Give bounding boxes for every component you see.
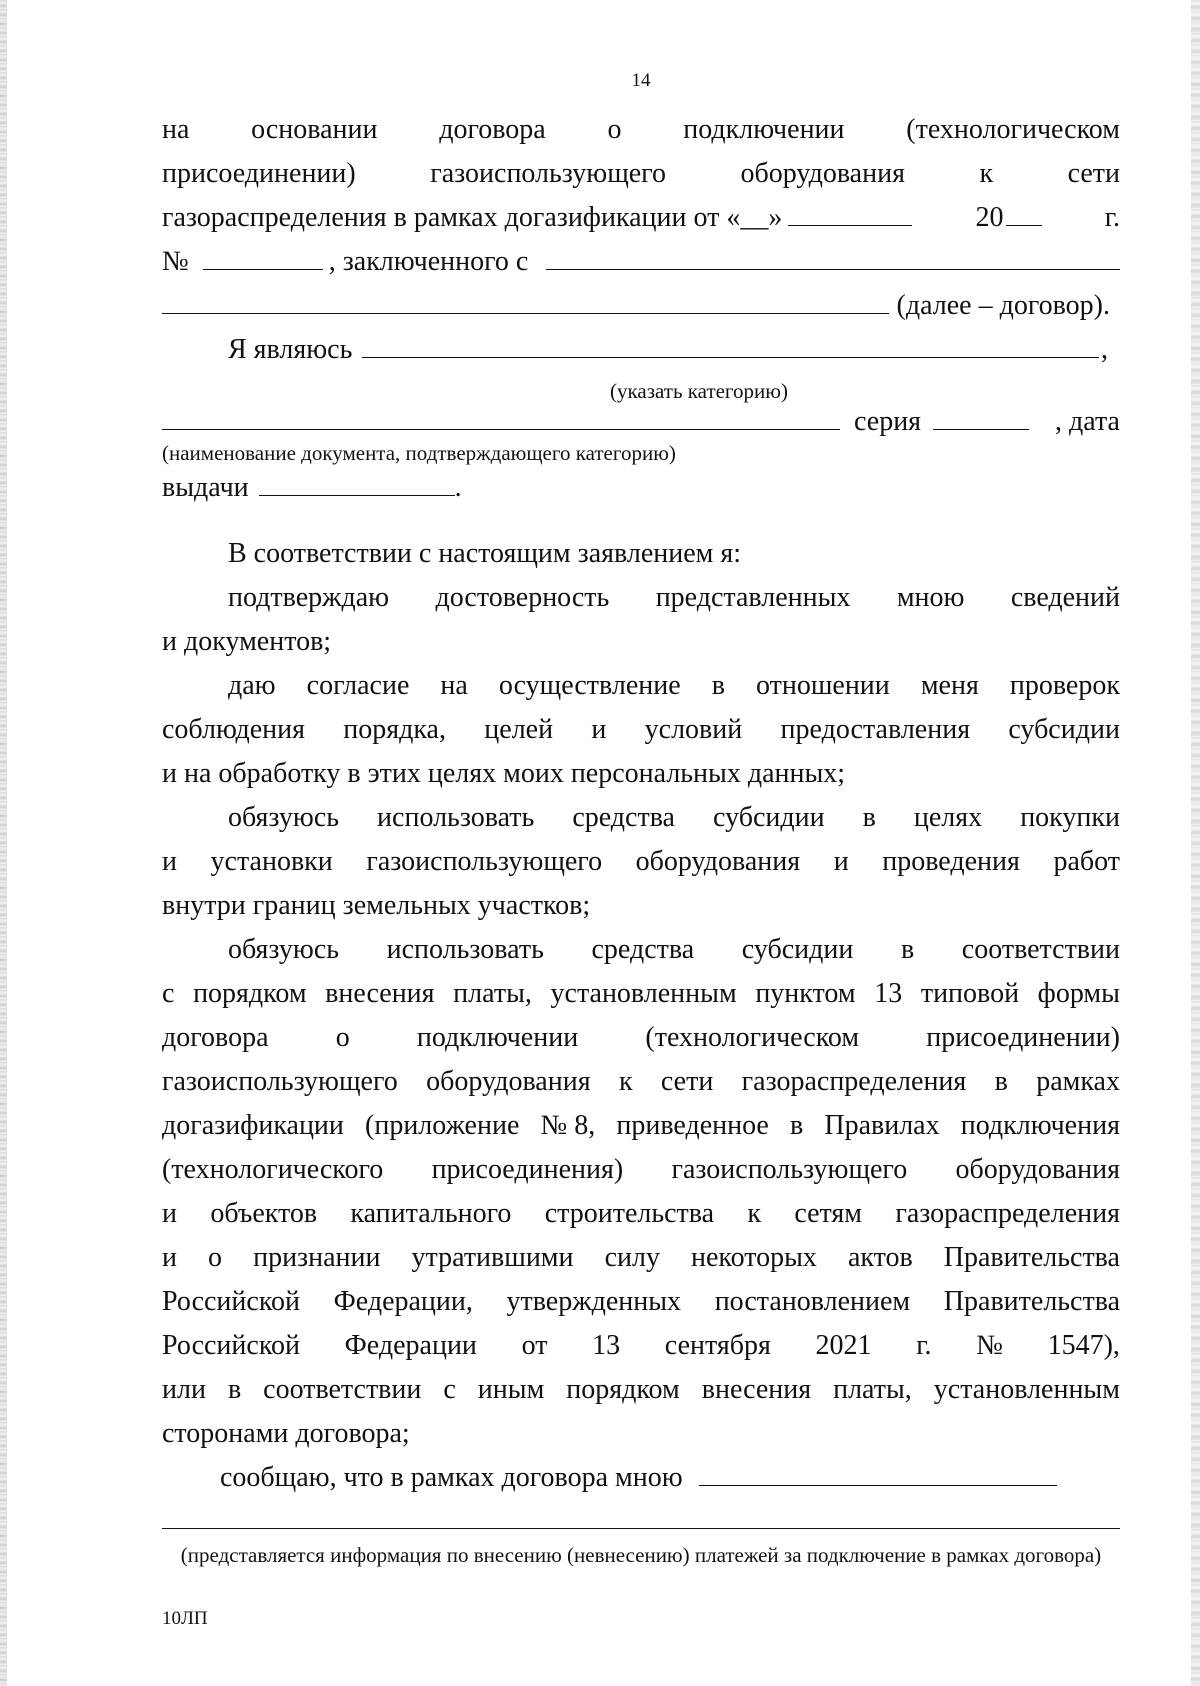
word: на [162, 114, 190, 145]
line-8 [162, 470, 1120, 506]
line-30 [162, 1460, 1120, 1496]
word: достоверность [435, 582, 610, 613]
word: основании [251, 114, 378, 145]
line-20 [162, 1020, 1120, 1056]
word: иным [477, 1374, 545, 1405]
word: обязуюсь [228, 802, 340, 833]
word: в [862, 802, 876, 833]
word: предоставления [780, 714, 971, 745]
word: субсидии [741, 934, 854, 965]
word: представленных [655, 582, 851, 613]
number-sign: № [162, 246, 189, 277]
word: субсидии [1008, 714, 1120, 745]
year-suffix: г. [1104, 202, 1121, 233]
word: к [747, 1198, 762, 1229]
word: сентября [664, 1330, 771, 1361]
word: № 8, [540, 1110, 596, 1141]
word: (технологическом [645, 1022, 860, 1053]
line-10 [228, 580, 1120, 616]
page-number: 14 [631, 70, 651, 91]
line-1 [162, 112, 1120, 148]
word: внесения [325, 978, 435, 1009]
word: платы, [833, 1374, 912, 1405]
word: использовать [386, 934, 544, 965]
word: формы [1037, 978, 1120, 1009]
word: о [208, 1242, 223, 1273]
word: порядка, [343, 714, 446, 745]
word: присоединении) [926, 1022, 1120, 1053]
word: порядком [193, 978, 307, 1009]
word: строительства [544, 1198, 715, 1229]
word: сети [660, 1066, 714, 1097]
word: (технологическом [906, 114, 1120, 145]
word: порядком [566, 1374, 680, 1405]
word: Федерации, [333, 1286, 473, 1317]
date-month-blank [788, 203, 912, 226]
word: в [789, 1110, 804, 1141]
line-9: В соответствии с настоящим заявлением я: [228, 538, 742, 569]
word: подключении [683, 114, 845, 145]
word: в [900, 934, 915, 965]
issue-label: выдачи [162, 472, 249, 503]
word: Российской [162, 1286, 300, 1317]
word: (приложение [365, 1110, 520, 1141]
period: . [454, 472, 462, 503]
word: некоторых [691, 1242, 817, 1273]
category-blank [362, 335, 1099, 358]
line-21 [162, 1064, 1120, 1100]
line-22 [162, 1108, 1120, 1144]
word: на [440, 670, 468, 701]
word: целях [913, 802, 983, 833]
line-24 [162, 1196, 1120, 1232]
word: пунктом [755, 978, 856, 1009]
word: № [976, 1330, 1003, 1361]
word: оборудования [635, 846, 801, 877]
word: в [227, 1374, 242, 1405]
word: газоиспользующего [162, 1066, 398, 1097]
word: оборудования [426, 1066, 591, 1097]
document-page [162, 60, 1120, 1660]
word: Правительства [943, 1286, 1120, 1317]
line-17: внутри границ земельных участков; [162, 890, 591, 921]
line-3-text: газораспределения в рамках догазификации от «__» [162, 202, 783, 233]
line-12 [228, 668, 1120, 704]
word: оборудования [955, 1154, 1120, 1185]
word: работ [1053, 846, 1120, 877]
word: 13 [592, 1330, 621, 1361]
word: (технологического [162, 1154, 384, 1185]
word: 1547), [1047, 1330, 1120, 1361]
document-name-blank [162, 407, 840, 430]
word: согласие [306, 670, 410, 701]
word: проверок [1009, 670, 1120, 701]
word: обязуюсь [228, 934, 340, 965]
word: в [711, 670, 725, 701]
word: догазификации [162, 1110, 344, 1141]
word: установки [210, 846, 333, 877]
word: мною [896, 582, 965, 613]
word: условий [644, 714, 743, 745]
line-28 [162, 1372, 1120, 1408]
word: с [162, 978, 175, 1009]
date-label: , дата [1055, 406, 1120, 437]
line-5 [162, 288, 1120, 324]
word: и [833, 846, 849, 877]
word: договора [162, 1022, 269, 1053]
word: утвержденных [506, 1286, 682, 1317]
line-15 [228, 800, 1120, 836]
word: приведенное [616, 1110, 769, 1141]
word: установленным [933, 1374, 1120, 1405]
word: соответствии [961, 934, 1120, 965]
word: типовой [920, 978, 1020, 1009]
word: Российской [162, 1330, 300, 1361]
line-13 [162, 712, 1120, 748]
word: присоединения) [431, 1154, 624, 1185]
word: отношении [755, 670, 890, 701]
word: проведения [882, 846, 1020, 877]
word: договора [439, 114, 546, 145]
word: установленным [550, 978, 737, 1009]
word: или [162, 1374, 206, 1405]
year-blank [1006, 203, 1042, 226]
word: признании [253, 1242, 381, 1273]
word: рамках [1036, 1066, 1120, 1097]
footer-code: 10ЛП [162, 1608, 208, 1629]
line-26 [162, 1284, 1120, 1320]
scan-edge-right [1191, 0, 1200, 1686]
line-19 [162, 976, 1120, 1012]
word: Федерации [344, 1330, 477, 1361]
line-2 [162, 156, 1120, 192]
word: и [162, 1198, 177, 1229]
line-7 [162, 404, 1120, 440]
word: Правительства [943, 1242, 1120, 1273]
word: и [162, 846, 177, 877]
word: субсидии [713, 802, 825, 833]
word: с [443, 1374, 456, 1405]
word: меня [920, 670, 979, 701]
word: Правилах [824, 1110, 940, 1141]
counterparty-blank [546, 247, 1120, 270]
line-27 [162, 1328, 1120, 1364]
word: г. [916, 1330, 932, 1361]
payment-info-line [162, 1528, 1120, 1529]
line-23 [162, 1152, 1120, 1188]
word: оборудования [740, 158, 905, 189]
word: капитального [350, 1198, 512, 1229]
word: покупки [1020, 802, 1120, 833]
line-5-text: (далее – договор). [896, 290, 1110, 321]
word: осуществление [498, 670, 681, 701]
line-18 [228, 932, 1120, 968]
word: даю [228, 670, 276, 701]
word: силу [604, 1242, 660, 1273]
line-6-text: Я являюсь [228, 334, 353, 365]
line-30-text: сообщаю, что в рамках договора мною [220, 1462, 683, 1493]
line-11: и документов; [162, 626, 332, 657]
word: сведений [1010, 582, 1120, 613]
word: средства [591, 934, 695, 965]
word: подключения [960, 1110, 1120, 1141]
comma: , [1101, 334, 1108, 365]
line-4-text: , заключенного с [328, 246, 529, 277]
word: газоиспользующего [671, 1154, 908, 1185]
word: к [618, 1066, 633, 1097]
line-29: сторонами договора; [162, 1418, 410, 1449]
line-4 [162, 244, 1120, 280]
word: утратившими [411, 1242, 574, 1273]
word: 2021 [815, 1330, 872, 1361]
line-16 [162, 844, 1120, 880]
series-label: серия [854, 406, 922, 437]
year-prefix: 20 [975, 202, 1004, 233]
word: газоиспользующего [366, 846, 603, 877]
word: от [521, 1330, 548, 1361]
line-25 [162, 1240, 1120, 1276]
word: о [335, 1022, 350, 1053]
word: подключении [416, 1022, 579, 1053]
caption-payment-info: (представляется информация по внесению (невнесению) платежей за подключение в рамках договора) [180, 1543, 1102, 1567]
word: в [994, 1066, 1008, 1097]
caption-category: (указать категорию) [610, 379, 788, 403]
word: к [979, 158, 994, 189]
line-3 [162, 200, 1120, 236]
word: объектов [210, 1198, 318, 1229]
line-14: и на обработку в этих целях моих персональных данных; [162, 758, 846, 789]
word: сети [1067, 158, 1120, 189]
word: 13 [874, 978, 903, 1009]
word: целей [484, 714, 554, 745]
word: постановлением [714, 1286, 911, 1317]
word: и [591, 714, 607, 745]
counterparty-blank-2 [162, 291, 889, 314]
issue-date-blank [259, 473, 455, 496]
word: и [162, 1242, 177, 1273]
series-blank [933, 407, 1029, 430]
word: актов [847, 1242, 913, 1273]
word: внесения [701, 1374, 812, 1405]
word: газораспределения [895, 1198, 1120, 1229]
word: присоединении) [162, 158, 356, 189]
line-6 [162, 332, 1120, 368]
word: подтверждаю [228, 582, 390, 613]
word: газораспределения [741, 1066, 967, 1097]
word: газоиспользующего [430, 158, 666, 189]
word: платы, [453, 978, 532, 1009]
payment-info-blank [699, 1463, 1057, 1486]
word: о [607, 114, 622, 145]
contract-number-blank [203, 247, 323, 270]
word: соответствии [263, 1374, 422, 1405]
word: сетям [794, 1198, 863, 1229]
word: средства [572, 802, 675, 833]
word: использовать [377, 802, 535, 833]
scan-edge-left [0, 0, 7, 1686]
word: соблюдения [162, 714, 305, 745]
caption-document: (наименование документа, подтверждающего категорию) [162, 441, 676, 465]
